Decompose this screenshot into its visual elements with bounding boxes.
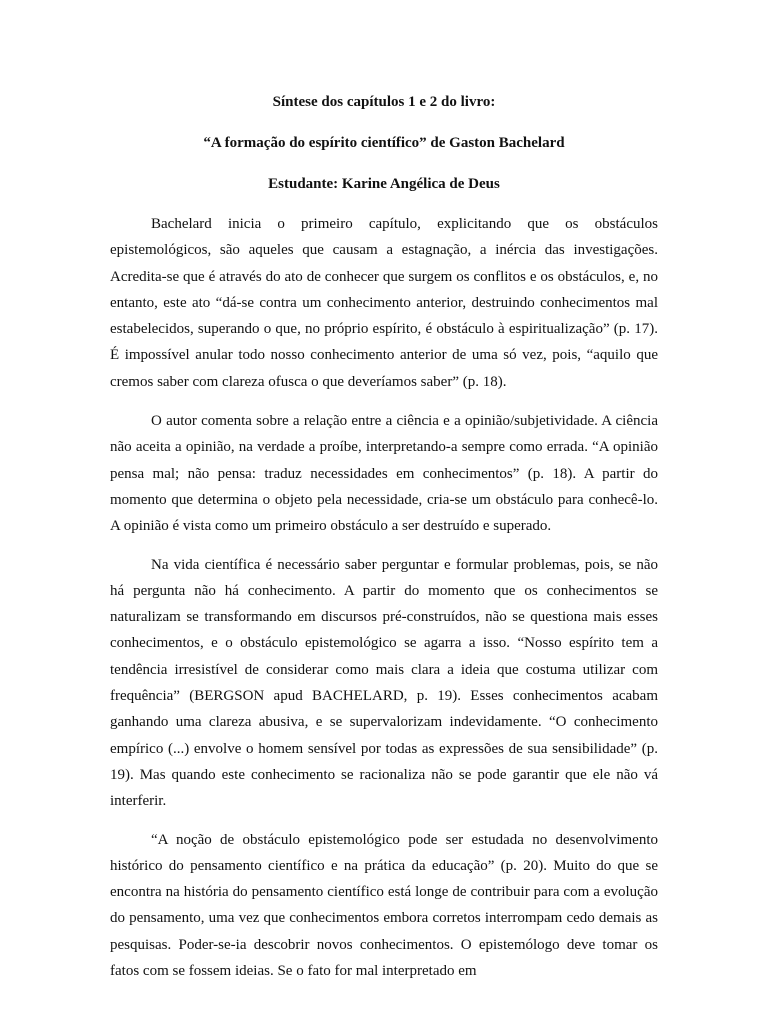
document-title: Síntese dos capítulos 1 e 2 do livro: — [272, 94, 496, 110]
paragraph-3: Na vida científica é necessário saber perguntar e formular problemas, pois, se não há pergunta não há conhecimento. A partir do momento que os conhecimentos se naturalizam se transformando em discursos pré-construídos, não se questiona mais esses conhecimentos, e o obstáculo epistemológico se agarra a isso. “Nosso espírito tem a tendência irresistível de considerar como mais clara a ideia que costuma utilizar com frequência” (BERGSON apud BACHELARD, p. 19). Esses conhecimentos acabam ganhando uma clareza abusiva, e se supervalorizam indevidamente. “O conhecimento empírico (...) envolve o homem sensível por todas as expressões de sua sensibilidade” (p. 19). Mas quando este conhecimento se racionaliza não se pode garantir que ele não vá interferir. — [110, 556, 658, 810]
paragraph-4: “A noção de obstáculo epistemológico pode ser estudada no desenvolvimento histórico do pensamento científico e na prática da educação” (p. 20). Muito do que se encontra na história do pensamento científico está longe de contribuir para com a evolução do pensamento, uma vez que conhecimentos embora corretos interrompam cedo demais as pesquisas. Poder-se-ia descobrir novos conhecimentos. O epistemólogo deve tomar os fatos com se fossem ideias. Se o fato for mal interpretado em — [110, 831, 658, 980]
paragraph-1: Bachelard inicia o primeiro capítulo, explicitando que os obstáculos epistemológicos, são aqueles que causam a estagnação, a inércia das investigações. Acredita-se que é através do ato de conhecer que surgem os conflitos e os obstáculos, e, no entanto, este ato “dá-se contra um conhecimento anterior, destruindo conhecimentos mal estabelecidos, superando o que, no próprio espírito, é obstáculo à espiritualização” (p. 17). É impossível anular todo nosso conhecimento anterior de uma só vez, pois, “aquilo que cremos saber com clareza ofusca o que deveríamos saber” (p. 18). — [110, 216, 658, 390]
student-name: Estudante: Karine Angélica de Deus — [268, 176, 500, 192]
paragraph-2: O autor comenta sobre a relação entre a ciência e a opinião/subjetividade. A ciência não aceita a opinião, na verdade a proíbe, interpretando-a sempre como errada. “A opinião pensa mal; não pensa: traduz necessidades em conhecimentos” (p. 18). A partir do momento que determina o objeto pela necessidade, cria-se um obstáculo para conhecê-lo. A opinião é vista como um primeiro obstáculo a ser destruído e superado. — [110, 413, 658, 535]
book-title: “A formação do espírito científico” de Gaston Bachelard — [203, 135, 565, 151]
